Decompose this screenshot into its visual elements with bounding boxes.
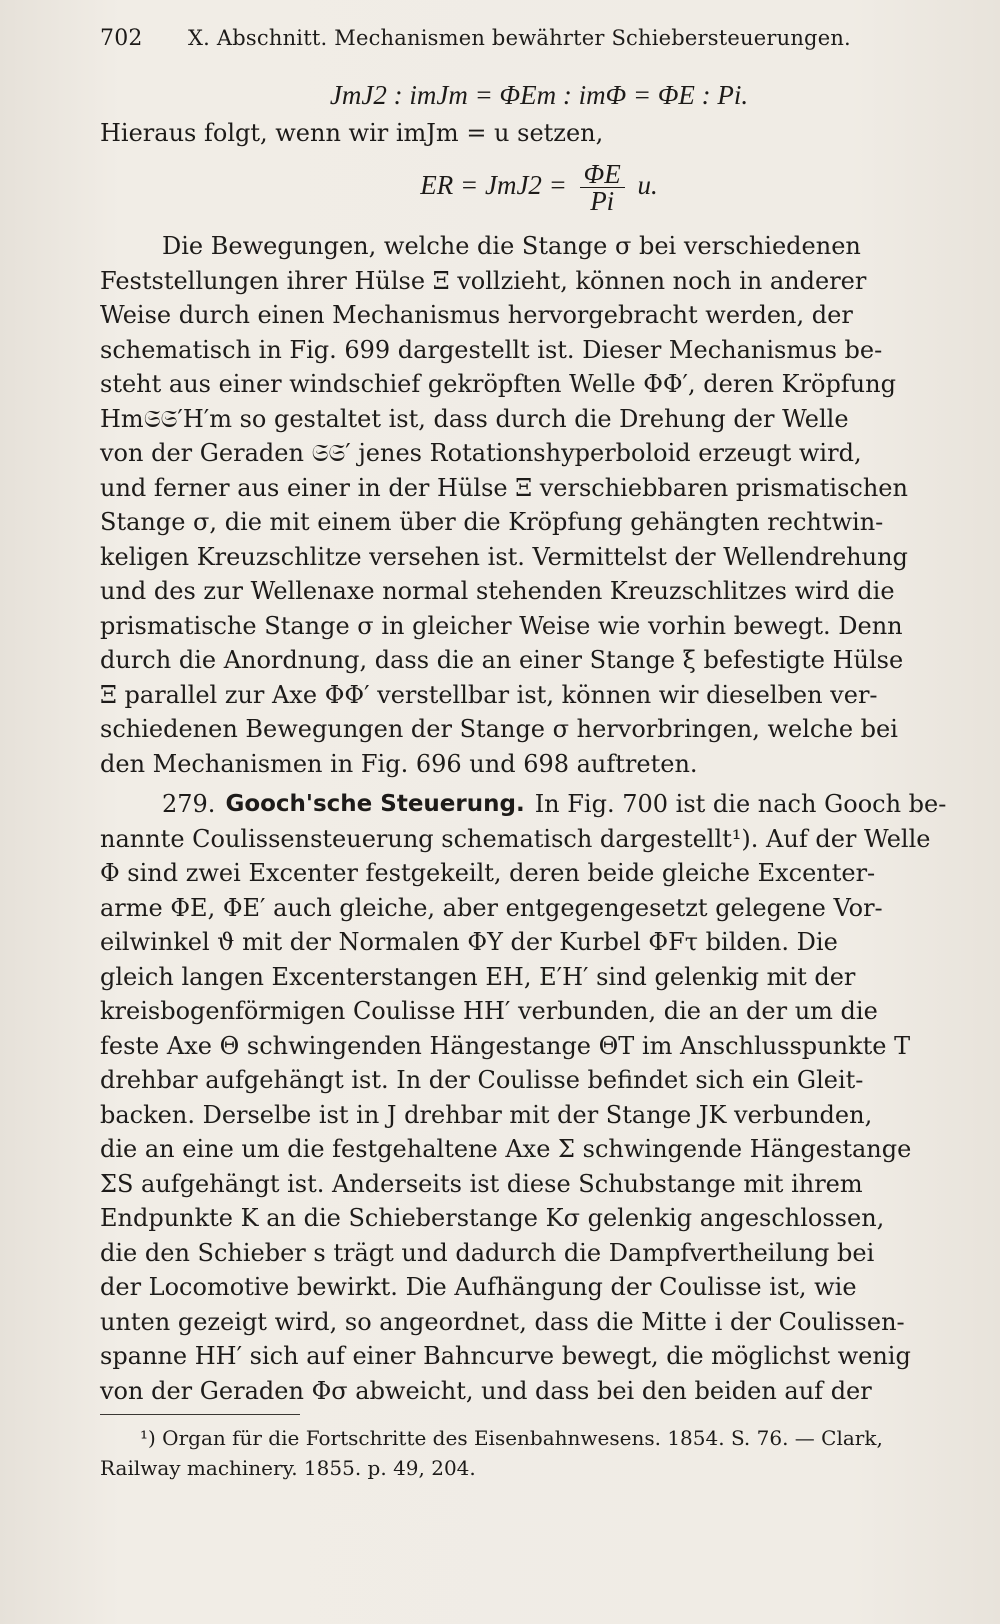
text-line: spanne HH′ sich auf einer Bahncurve bewegt, die möglichst wenig — [100, 1342, 911, 1370]
text-line: kreisbogenförmigen Coulisse HH′ verbunden, die an der um die — [100, 997, 878, 1025]
text-line: Weise durch einen Mechanismus hervorgebracht werden, der — [100, 301, 853, 329]
text-line: Hm𝔖𝔖′H′m so gestaltet ist, dass durch die Drehung der Welle — [100, 404, 849, 433]
section-first-line: In Fig. 700 ist die nach Gooch be- — [534, 790, 947, 818]
text-line: der Locomotive bewirkt. Die Aufhängung der Coulisse ist, wie — [100, 1273, 857, 1301]
text-line: Φ sind zwei Excenter festgekeilt, deren beide gleiche Excenter- — [100, 859, 876, 887]
page-number: 702 — [100, 26, 143, 51]
text-line: drehbar aufgehängt ist. In der Coulisse befindet sich ein Gleit- — [100, 1066, 864, 1094]
text-line: arme ΦE, ΦE′ auch gleiche, aber entgegengesetzt gelegene Vor- — [100, 893, 883, 922]
running-head-title: X. Abschnitt. Mechanismen bewährter Schiebersteuerungen. — [188, 26, 851, 50]
text-line: ΣS aufgehängt ist. Anderseits ist diese Schubstange mit ihrem — [100, 1169, 863, 1198]
equation-er-fraction — [580, 159, 625, 217]
text-line: Stange σ, die mit einem über die Kröpfung gehängten rechtwin- — [100, 508, 884, 536]
text-line: schematisch in Fig. 699 dargestellt ist. Dieser Mechanismus be- — [100, 335, 883, 364]
section-heading: Gooch'sche Steuerung. — [225, 791, 525, 817]
text-line: backen. Derselbe ist in J drehbar mit der Stange JK verbunden, — [100, 1100, 873, 1129]
section-gooch — [100, 787, 947, 1408]
section-heading-line — [100, 787, 947, 822]
paragraph-movements — [100, 229, 938, 781]
text-line: die den Schieber s trägt und dadurch die Dampfvertheilung bei — [100, 1238, 875, 1267]
equation-er-left: ER = JmJ2 = — [420, 170, 567, 200]
text-line: Ξ parallel zur Axe ΦΦ′ verstellbar ist, können wir dieselben ver- — [100, 680, 878, 709]
equation-er-right: u. — [637, 170, 658, 200]
text-line: Endpunkte K an die Schieberstange Kσ gelenkig angeschlossen, — [100, 1204, 885, 1232]
text-line: von der Geraden 𝔖𝔖′ jenes Rotationshyperboloid erzeugt wird, — [100, 439, 862, 467]
equation-er — [140, 155, 938, 215]
text-line: schiedenen Bewegungen der Stange σ hervorbringen, welche bei — [100, 715, 898, 743]
text-line: Die Bewegungen, welche die Stange σ bei verschiedenen — [162, 232, 861, 260]
fraction-numerator: ΦE — [580, 161, 625, 188]
text-line: und ferner aus einer in der Hülse Ξ verschiebbaren prismatischen — [100, 473, 908, 502]
text-line: Feststellungen ihrer Hülse Ξ vollzieht, können noch in anderer — [100, 266, 867, 295]
text-line: die an eine um die festgehaltene Axe Σ schwingende Hängestange — [100, 1135, 912, 1163]
text-line: keligen Kreuzschlitze versehen ist. Vermittelst der Wellendrehung — [100, 542, 908, 571]
footnote — [100, 1423, 938, 1483]
text-line: und des zur Wellenaxe normal stehenden Kreuzschlitzes wird die — [100, 577, 895, 605]
equation-proportion: JmJ2 : imJm = ΦEm : imΦ = ΦE : Pi. — [329, 80, 749, 110]
text-line: steht aus einer windschief gekröpften Welle ΦΦ′, deren Kröpfung — [100, 370, 896, 398]
footnote-rule — [100, 1414, 300, 1415]
text-line: unten gezeigt wird, so angeordnet, dass die Mitte i der Coulissen- — [100, 1307, 905, 1336]
section-number: 279. — [162, 790, 216, 818]
text-line: prismatische Stange σ in gleicher Weise wie vorhin bewegt. Denn — [100, 611, 903, 640]
text-line: den Mechanismen in Fig. 696 und 698 auftreten. — [100, 749, 698, 778]
footnote-line: ¹) Organ für die Fortschritte des Eisenbahnwesens. 1854. S. 76. — Clark, — [140, 1426, 883, 1450]
intro-line: Hieraus folgt, wenn wir imJm = u setzen, — [100, 119, 604, 147]
text-line: gleich langen Excenterstangen EH, E′H′ sind gelenkig mit der — [100, 962, 856, 991]
footnote-line: Railway machinery. 1855. p. 49, 204. — [100, 1456, 476, 1480]
text-line: feste Axe Θ schwingenden Hängestange ΘT im Anschlusspunkte T — [100, 1031, 911, 1060]
running-head — [100, 26, 938, 70]
text-line: durch die Anordnung, dass die an einer Stange ξ befestigte Hülse — [100, 646, 904, 674]
text-line: nannte Coulissensteuerung schematisch dargestellt¹). Auf der Welle — [100, 824, 931, 853]
text-line: eilwinkel ϑ mit der Normalen ΦY der Kurbel ΦFτ bilden. Die — [100, 928, 838, 956]
text-line: von der Geraden Φσ abweicht, und dass bei den beiden auf der — [100, 1376, 872, 1405]
fraction-denominator: Pi — [590, 186, 615, 217]
